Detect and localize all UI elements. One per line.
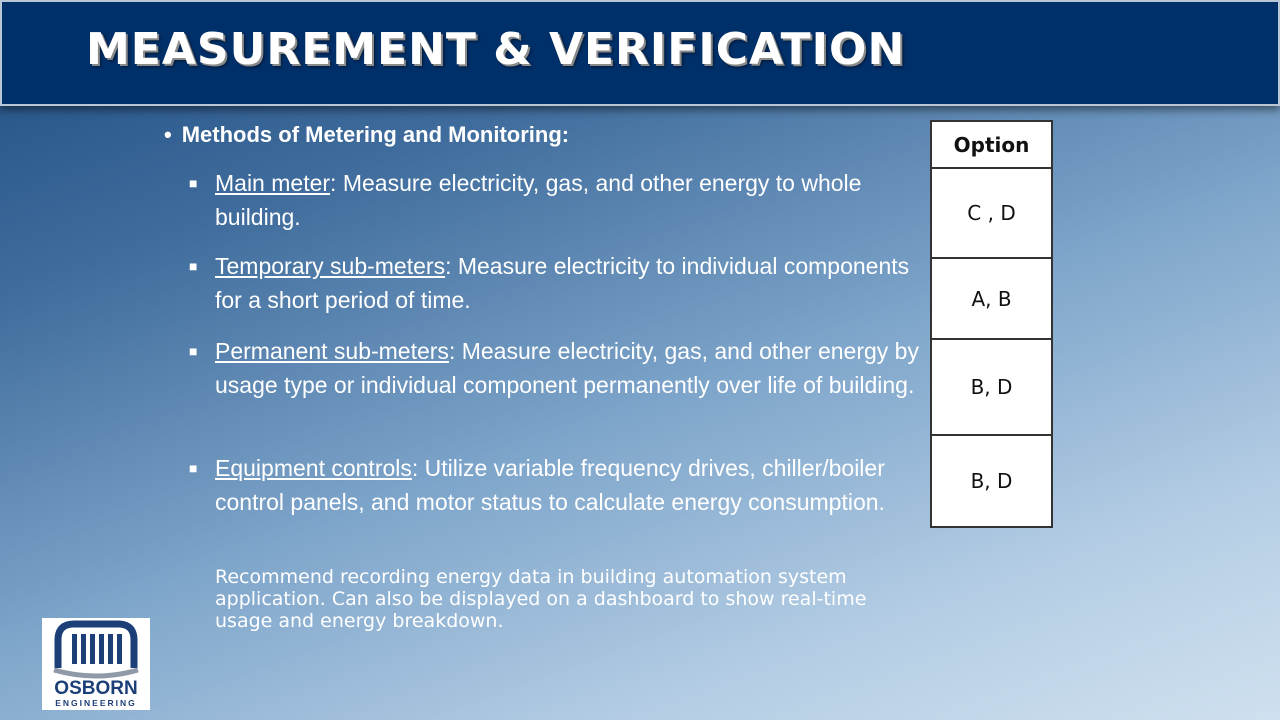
list-item-equipment-controls <box>189 451 919 519</box>
desc-equipment-controls: : Utilize variable frequency drives, chiller/boiler control panels, and motor status to calculate energy consumption. <box>215 455 885 515</box>
square-bullet-icon: ■ <box>189 258 198 274</box>
term-equipment-controls: Equipment controls <box>215 455 412 481</box>
square-bullet-icon: ■ <box>189 343 198 359</box>
option-cell: A, B <box>932 259 1051 340</box>
desc-main-meter: : Measure electricity, gas, and other energy to whole building. <box>215 170 862 230</box>
term-main-meter: Main meter <box>215 170 331 196</box>
section-heading-text: Methods of Metering and Monitoring: <box>181 122 570 147</box>
desc-temporary-sub-meters: : Measure electricity to individual components for a short period of time. <box>215 253 910 313</box>
section-heading <box>164 122 569 148</box>
term-temporary-sub-meters: Temporary sub-meters <box>215 253 446 279</box>
logo-sub: ENGINEERING <box>55 698 137 708</box>
logo-mark-icon <box>42 618 150 710</box>
list-item-main-meter <box>189 166 919 234</box>
list-item-permanent-sub-meters <box>189 334 919 402</box>
desc-permanent-sub-meters: : Measure electricity, gas, and other energy by usage type or individual component permanently over life of building. <box>215 338 919 398</box>
option-cell: C , D <box>932 169 1051 259</box>
option-table <box>930 120 1053 528</box>
option-header: Option <box>932 122 1051 169</box>
recommendation-note: Recommend recording energy data in building automation system application. Can also be displayed on a dashboard to show real-time usage and energy breakdown. <box>215 566 867 632</box>
osborn-engineering-logo <box>42 618 150 710</box>
term-permanent-sub-meters: Permanent sub-meters <box>215 338 449 364</box>
bullet-dot: • <box>164 122 172 147</box>
square-bullet-icon: ■ <box>189 460 198 476</box>
logo-name: OSBORN <box>54 678 138 699</box>
title-bar <box>0 0 1280 106</box>
option-cell: B, D <box>970 469 1013 493</box>
square-bullet-icon: ■ <box>189 175 198 191</box>
list-item-temporary-sub-meters <box>189 249 919 317</box>
option-cell: B, D <box>932 340 1051 436</box>
slide-title: MEASUREMENT & VERIFICATION <box>86 24 906 75</box>
